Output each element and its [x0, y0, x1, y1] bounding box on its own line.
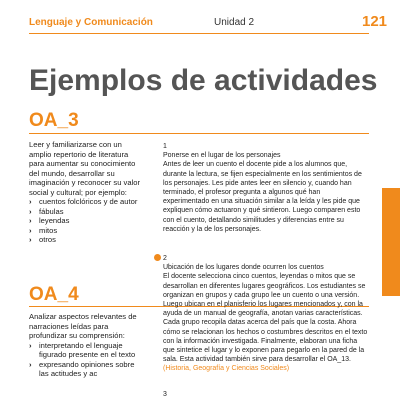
activity-title: Ubicación de los lugares donde ocurren los cuentos: [163, 264, 324, 272]
activity-number: 3: [163, 391, 167, 398]
list-item: › expresando opiniones sobre las actitudes y ac: [29, 360, 144, 379]
page-header: [0, 0, 400, 38]
subject-label: Lenguaje y Comunicación: [29, 17, 153, 28]
list-item: › mitos: [29, 226, 144, 236]
oa3-list: [29, 197, 144, 245]
list-item: › fábulas: [29, 207, 144, 217]
activity-3: [163, 390, 368, 399]
activity-number: [163, 254, 368, 263]
page-title: Ejemplos de actividades: [29, 64, 378, 97]
activity-body: El docente selecciona cinco cuentos, leyendas o mitos que se desarrollan en diferentes lugares geográficos. Los estudiantes se organizan en grupos y cada grupo lee un cuento o una versión. Luego ubican en el planisferio los lugares mencionados y, con la ayuda de un manual de geografía, anotan varias características. Cada grupo recopila datas acerca del país que la costa. Ahora cómo se relacionan los hechos o costumbres descritos en el texto con la información investigada. Finalmente, elaboran una ficha que sintetice el lugar y lo exponen para pegarlo en la pared de la sala. Esta actividad también sirve para desarrollar el OA_13.: [163, 273, 368, 364]
page-number: 121: [362, 13, 388, 30]
header-divider: [29, 33, 369, 34]
subject-link[interactable]: (Historia, Geografía y Ciencias Sociales): [163, 365, 290, 373]
oa3-text: [29, 140, 144, 245]
activity-number-text: 2: [163, 255, 167, 262]
list-item: › cuentos folclóricos y de autor: [29, 197, 144, 207]
oa4-intro: Analizar aspectos relevantes de narraciones leídas para profundizar su comprensión:: [29, 312, 137, 340]
activity-1: [163, 142, 368, 234]
oa3-divider: [29, 133, 369, 134]
oa4-text: [29, 312, 144, 379]
oa3-heading: OA_3: [29, 110, 79, 131]
list-item: › leyendas: [29, 216, 144, 226]
list-item: › interpretando el lenguaje figurado presente en el texto: [29, 341, 144, 360]
activity-title: Ponerse en el lugar de los personajes: [163, 152, 281, 160]
activity-marker-icon: [154, 254, 161, 261]
unit-label: Unidad 2: [214, 17, 255, 28]
list-item: › otros: [29, 235, 144, 245]
oa3-intro: Leer y familiarizarse con un amplio repertorio de literatura para aumentar su conocimiento del mundo, desarrollar su imaginación y reconocer su valor social y cultural; por ejemplo:: [29, 140, 141, 197]
activity-body: Antes de leer un cuento el docente pide a los alumnos que, durante la lectura, se fijen especialmente en los sentimientos de los personajes. Les pide antes leer en silencio y, cuando han terminado, el profesor pregunta a algunos qué han experimentado en una situación similar a la leída y les pide que expliquen cómo actuaron y qué sintieron. Luego comparen esto con el cuento, detallando similitudes y diferencias entre su reacción y la de los personajes.: [163, 161, 362, 233]
activity-2: [163, 254, 368, 374]
oa4-heading: OA_4: [29, 284, 79, 305]
oa4-list: [29, 341, 144, 379]
activity-number: 1: [163, 143, 167, 150]
page-side-tab: [382, 188, 400, 296]
